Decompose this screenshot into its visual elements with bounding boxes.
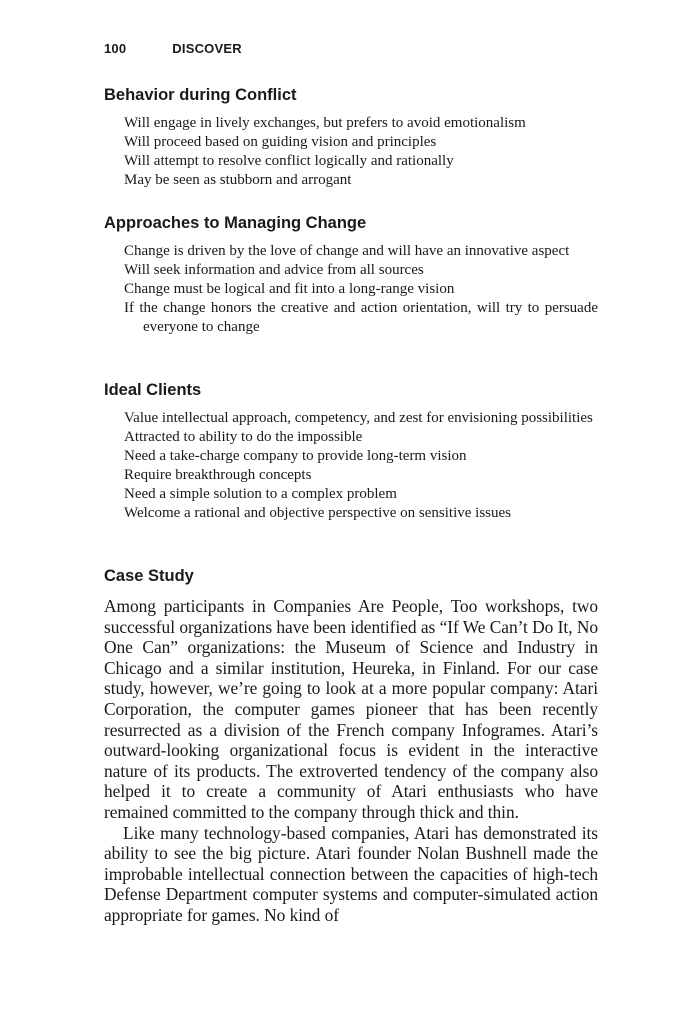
list-item: Will engage in lively exchanges, but prefers to avoid emotionalism bbox=[124, 115, 526, 131]
body-paragraph: Among participants in Companies Are People, Too workshops, two successful organizations have been identified as “If We Can’t Do It, No One Can” organizations: the Museum of Science and Industry in Chicago and a similar institution, Heureka, in Finland. For our case study, however, we’re going to look at a more popular company: Atari Corporation, the computer games pioneer that has been recently resurrected as a division of the French company Infogrames. Atari’s outward-looking organizational focus is evident in the interactive nature of its products. The extroverted tendency of the company also helped it to create a community of Atari enthusiasts who have remained committed to the company through thick and thin. bbox=[104, 596, 598, 822]
list-item: Change must be logical and fit into a long-range vision bbox=[124, 281, 455, 297]
section-heading: Ideal Clients bbox=[104, 381, 202, 399]
section-behavior-during-conflict bbox=[104, 84, 598, 190]
section-case-study bbox=[104, 565, 598, 926]
section-heading: Behavior during Conflict bbox=[104, 86, 297, 104]
section-ideal-clients bbox=[104, 379, 598, 523]
list-item: Will attempt to resolve conflict logically and rationally bbox=[124, 153, 454, 169]
list-item: Change is driven by the love of change and will have an innovative aspect bbox=[124, 243, 570, 259]
page-number: 100 bbox=[104, 41, 127, 56]
list-item: Require breakthrough concepts bbox=[124, 467, 312, 483]
list-item: Will seek information and advice from all sources bbox=[124, 262, 424, 278]
section-heading: Case Study bbox=[104, 567, 194, 585]
running-head bbox=[104, 41, 242, 56]
list-item: If the change honors the creative and action orientation, will try to persuade everyone to change bbox=[124, 300, 598, 335]
section-approaches-to-managing-change bbox=[104, 212, 598, 337]
list-item: Will proceed based on guiding vision and principles bbox=[124, 134, 437, 150]
bullet-list bbox=[104, 409, 598, 523]
list-item: May be seen as stubborn and arrogant bbox=[124, 172, 352, 188]
body-paragraph: Like many technology-based companies, Atari has demonstrated its ability to see the big picture. Atari founder Nolan Bushnell made the improbable intellectual connection between the capacities of high-tech Defense Department computer systems and computer-simulated action appropriate for games. No kind of bbox=[104, 822, 598, 925]
list-item: Need a simple solution to a complex problem bbox=[124, 486, 397, 502]
chapter-title: DISCOVER bbox=[172, 41, 242, 56]
list-item: Welcome a rational and objective perspective on sensitive issues bbox=[124, 505, 511, 521]
bullet-list bbox=[104, 114, 598, 190]
section-heading: Approaches to Managing Change bbox=[104, 214, 367, 232]
list-item: Attracted to ability to do the impossible bbox=[124, 429, 363, 445]
bullet-list bbox=[104, 242, 598, 337]
list-item: Value intellectual approach, competency, and zest for envisioning possibilities bbox=[124, 410, 593, 426]
list-item: Need a take-charge company to provide long-term vision bbox=[124, 448, 467, 464]
